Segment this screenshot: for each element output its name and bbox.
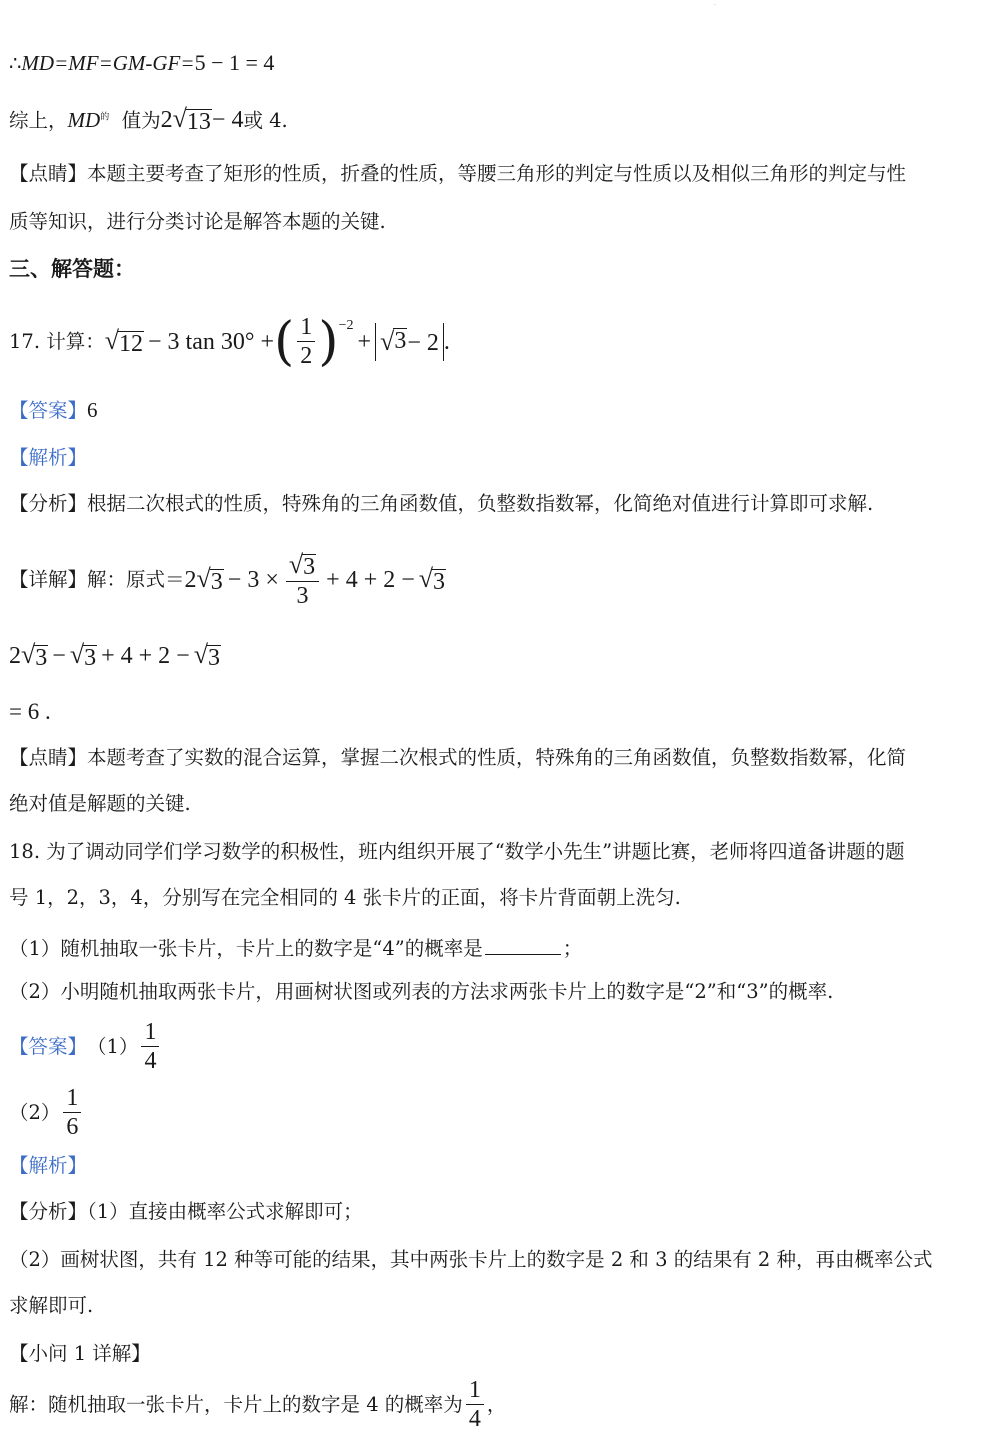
prev-solution-line2	[9, 106, 288, 134]
prev-comment-line1: 【点睛】本题主要考查了矩形的性质，折叠的性质，等腰三角形的判定与性质以及相似三角形的判定与性	[9, 162, 907, 185]
step2-minus: −	[52, 643, 66, 669]
q17-analysis-label: 【解析】	[9, 446, 88, 469]
q18-part2: （2）小明随机抽取两张卡片，用画树状图或列表的方法求两张卡片上的数字是“2”和“3”的概率.	[9, 980, 834, 1003]
q17-end: .	[443, 329, 450, 355]
sqrt-3: √ 3	[418, 564, 446, 595]
fraction-one-quarter: $\frac{1}{4}$	[466, 1378, 484, 1432]
answer-label: 【答案】	[9, 399, 88, 422]
q18-analysis-label: 【解析】	[9, 1154, 88, 1177]
step2-plus-terms: + 4 + 2 −	[101, 643, 190, 669]
summary-prefix: 综上，	[9, 109, 68, 132]
q18-stem-line2: 号 1，2，3，4，分别写在完全相同的 4 张卡片的正面，将卡片背面朝上洗匀.	[9, 886, 681, 909]
q18-sub1-label: 【小问 1 详解】	[9, 1342, 151, 1365]
coef: 2	[160, 107, 173, 133]
sqrt-3: √ 3	[21, 640, 48, 671]
detail-minus-times: − 3 ×	[227, 567, 279, 593]
ans2-prefix: （2）	[9, 1101, 61, 1125]
detail-plus-terms: + 4 + 2 −	[326, 567, 415, 593]
q17-term2: − 3 tan 30° +	[148, 329, 274, 355]
q17-analysis-text: 【分析】根据二次根式的性质，特殊角的三角函数值，负整数指数幂，化简绝对值进行计算即可求解.	[9, 492, 874, 515]
answer-label: 【答案】	[9, 1035, 88, 1059]
line1-calculation: 5 − 1 = 4	[194, 50, 275, 75]
fraction-one-sixth: $\frac{1}{6}$	[63, 1086, 81, 1140]
sqrt-3: √ 3	[69, 640, 97, 671]
q17-comment-line2: 绝对值是解题的关键.	[9, 792, 191, 815]
q18-analysis-line2: （2）画树状图，共有 12 种等可能的结果，其中两张卡片上的数字是 2 和 3 的结果有 2 种，再由概率公式	[9, 1248, 933, 1271]
q18-sub1-line	[9, 1378, 506, 1432]
section-heading: 三、解答题：	[9, 256, 135, 281]
sqrt-13: √ 13	[172, 104, 211, 135]
absolute-value: √ 3 − 2	[375, 323, 444, 361]
detail-coef: 2	[184, 567, 197, 593]
page-mark: ·	[714, 2, 716, 9]
q17-answer	[9, 400, 98, 421]
q17-detail-line1	[9, 548, 446, 612]
fraction-sqrt3-over-3: √ 3 3	[286, 551, 319, 608]
q17-comment-line1: 【点睛】本题考查了实数的混合运算，掌握二次根式的性质，特殊角的三角函数值，负整数指数幂，化简	[9, 746, 907, 769]
prev-solution-line1	[9, 52, 274, 74]
answer-value: 6	[87, 398, 98, 422]
right-paren: )	[318, 312, 339, 372]
detail-prefix: 【详解】解：原式＝	[9, 568, 185, 592]
sqrt-3: √ 3	[196, 564, 223, 595]
sqrt-12: √ 12	[104, 326, 143, 357]
md-variable: MD	[67, 108, 101, 132]
prev-comment-line2: 质等知识，进行分类讨论是解答本题的关键.	[9, 210, 386, 233]
md-mark: 的	[100, 112, 110, 123]
q18-analysis-line3: 求解即可.	[9, 1294, 94, 1317]
ans1-prefix: （1）	[87, 1035, 139, 1059]
minus-four: − 4	[211, 107, 244, 133]
fraction-half: $\frac{1}{2}$	[297, 315, 315, 369]
left-paren: (	[274, 312, 295, 372]
q18-part1	[9, 936, 582, 959]
part1-end: ；	[562, 937, 583, 960]
sub1-text: 解：随机抽取一张卡片，卡片上的数字是 4 的概率为	[9, 1393, 463, 1417]
q17-detail-line2	[9, 642, 221, 670]
q18-analysis-line1: 【分析】（1）直接由概率公式求解即可；	[9, 1200, 363, 1223]
q18-stem-line1: 18. 为了调动同学们学习数学的积极性，班内组织开展了“数学小先生”讲题比赛，老师将四道备讲题的题	[9, 840, 905, 863]
plus-sign: +	[357, 329, 372, 355]
q18-answer	[9, 1020, 162, 1074]
part1-text: （1）随机抽取一张卡片，卡片上的数字是“4”的概率是	[9, 937, 483, 960]
exponent: −2	[338, 318, 354, 333]
sub1-end: ，	[486, 1393, 507, 1417]
step2-coef: 2	[9, 643, 21, 669]
or-four: 或 4.	[243, 109, 288, 132]
sqrt-3: √ 3	[193, 640, 220, 671]
q17-detail-line3: = 6 .	[9, 699, 51, 724]
fraction-one-quarter: $\frac{1}{4}$	[141, 1020, 159, 1074]
line1-expression: MD=MF=GM-GF=	[21, 51, 195, 75]
q18-answer2	[9, 1086, 84, 1140]
therefore-symbol: ∴	[9, 52, 22, 75]
q17-stem	[9, 312, 450, 372]
value-is: 值为	[121, 109, 161, 132]
answer-blank	[485, 936, 561, 955]
q17-prompt: 17. 计算：	[9, 330, 105, 354]
